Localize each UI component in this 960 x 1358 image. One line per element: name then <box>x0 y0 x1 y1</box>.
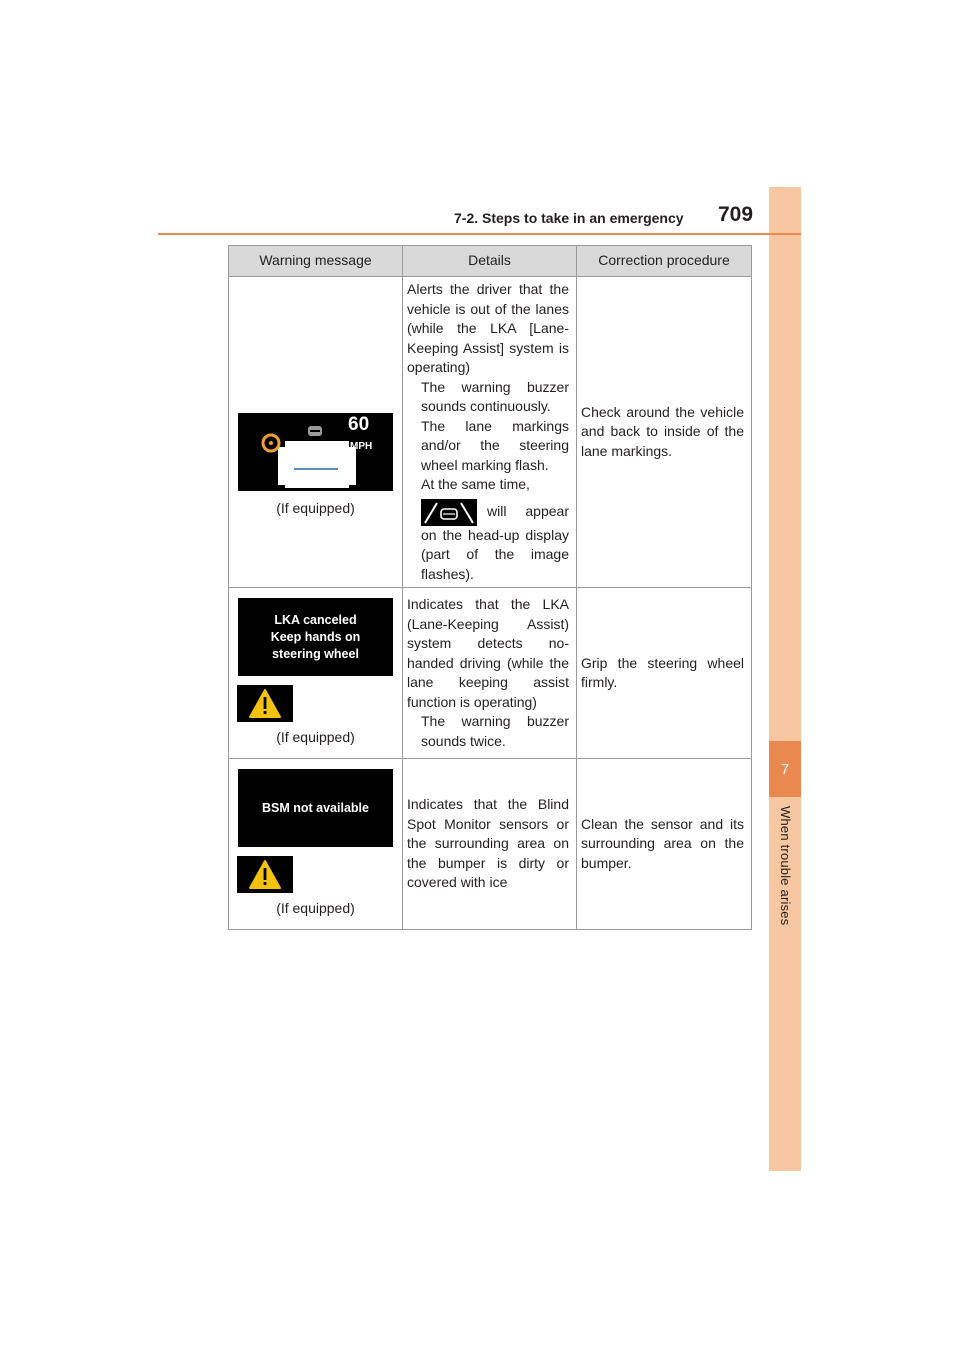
chapter-number-tab: 7 <box>769 741 801 797</box>
details-same-time-text: At the same time, <box>421 476 530 492</box>
details-cell <box>403 759 577 930</box>
table-row <box>229 277 752 588</box>
column-header-details: Details <box>403 246 577 277</box>
section-title: 7-2. Steps to take in an emergency <box>454 210 684 226</box>
lane-departure-display <box>238 413 393 491</box>
lka-canceled-display <box>238 598 393 676</box>
hud-lane-icon <box>421 499 477 526</box>
table-row <box>229 759 752 930</box>
speed-unit: MPH <box>350 441 373 453</box>
side-tab-strip <box>769 187 801 1171</box>
bsm-not-available-display <box>238 769 393 847</box>
correction-cell: Clean the sensor and its surrounding area on the bumper. <box>577 759 752 930</box>
table-header-row <box>229 246 752 277</box>
column-header-correction: Correction procedure <box>577 246 752 277</box>
details-buzzer-text: The warning buzzer sounds twice. <box>421 713 569 749</box>
table-row <box>229 588 752 759</box>
warning-triangle-icon <box>237 685 293 722</box>
if-equipped-note: (If equipped) <box>276 500 355 517</box>
speed-readout: 60 <box>348 414 370 436</box>
details-cell <box>403 588 577 759</box>
details-buzzer-text: The warning buzzer sounds continuously. <box>421 378 569 414</box>
display-line: steering wheel <box>272 646 359 661</box>
details-hud-text: will appear on the head-up display (part of the image flashes). <box>421 502 569 582</box>
display-line: BSM not available <box>262 800 369 815</box>
details-main-text: Alerts the driver that the vehicle is out of the lanes (while the LKA [Lane-Keeping Assist] system is operating) <box>407 281 569 375</box>
chapter-label: When trouble arises <box>778 806 793 926</box>
page-number: 709 <box>718 203 754 226</box>
master-warning-box <box>237 685 293 722</box>
details-flash-text: The lane markings and/or the steering wheel marking flash. <box>421 417 569 473</box>
master-warning-box <box>237 856 293 893</box>
warning-message-cell <box>229 759 403 930</box>
details-main-text: Indicates that the Blind Spot Monitor sensors or the surrounding area on the bumper is dirty or covered with ice <box>407 796 569 891</box>
details-main-text: Indicates that the LKA (Lane-Keeping Assist) system detects no-handed driving (while the lane keeping assist function is operating) <box>407 596 569 710</box>
details-cell <box>403 277 577 588</box>
display-line: Keep hands on <box>270 629 361 644</box>
correction-cell: Check around the vehicle and back to inside of the lane markings. <box>577 277 752 588</box>
warning-message-cell <box>229 277 403 588</box>
header-rule <box>158 233 801 235</box>
if-equipped-note: (If equipped) <box>276 900 355 917</box>
warning-triangle-icon <box>237 856 293 893</box>
warning-message-cell <box>229 588 403 759</box>
if-equipped-note: (If equipped) <box>276 729 355 746</box>
display-line: LKA canceled <box>274 612 357 627</box>
warning-message-table <box>228 245 752 930</box>
correction-cell: Grip the steering wheel firmly. <box>577 588 752 759</box>
column-header-warning-message: Warning message <box>229 246 403 277</box>
